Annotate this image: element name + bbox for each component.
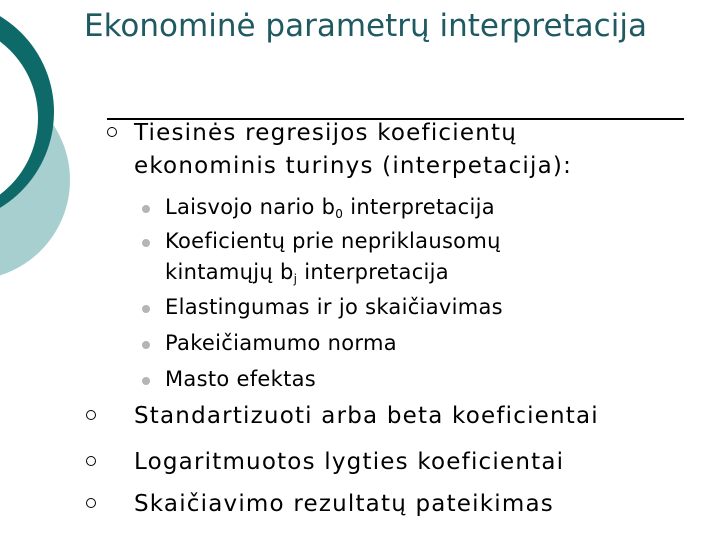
main-bullet-line-2: ekonominis turinys (interpetacija): (134, 153, 573, 179)
hollow-circle-bullet-icon (86, 410, 96, 420)
bullet-logarithmic: Logaritmuotos lygties koeficientai (86, 446, 564, 479)
decorative-circles (0, 0, 90, 300)
grey-dot-bullet-icon (142, 341, 150, 349)
slide-title: Ekonominė parametrų interpretacija (84, 8, 647, 44)
grey-dot-bullet-icon (142, 377, 150, 385)
hollow-circle-bullet-icon (86, 456, 96, 466)
main-bullet-line-1: Tiesinės regresijos koeficientų (134, 120, 517, 146)
sub-bullet-substitution: Pakeičiamumo norma (142, 328, 397, 359)
sub-bullet-scale: Masto efektas (142, 364, 316, 395)
hollow-circle-bullet-icon (86, 498, 96, 508)
bullet-results: Skaičiavimo rezultatų pateikimas (86, 488, 554, 521)
main-bullet-item (107, 117, 572, 183)
grey-dot-bullet-icon (142, 205, 150, 213)
hollow-circle-bullet-icon (107, 127, 117, 137)
grey-dot-bullet-icon (142, 305, 150, 313)
sub-bullet-elasticity: Elastingumas ir jo skaičiavimas (142, 292, 503, 323)
grey-dot-bullet-icon (142, 239, 150, 247)
bullet-standardized: Standartizuoti arba beta koeficientai (86, 400, 599, 433)
sub-bullet-free-term: Laisvojo nario $b_0$ interpretacija (142, 192, 495, 230)
sub-bullet-coefficients: Koeficientų prie nepriklausomų kintamųjų $b_j$ interpretacija (142, 226, 501, 295)
